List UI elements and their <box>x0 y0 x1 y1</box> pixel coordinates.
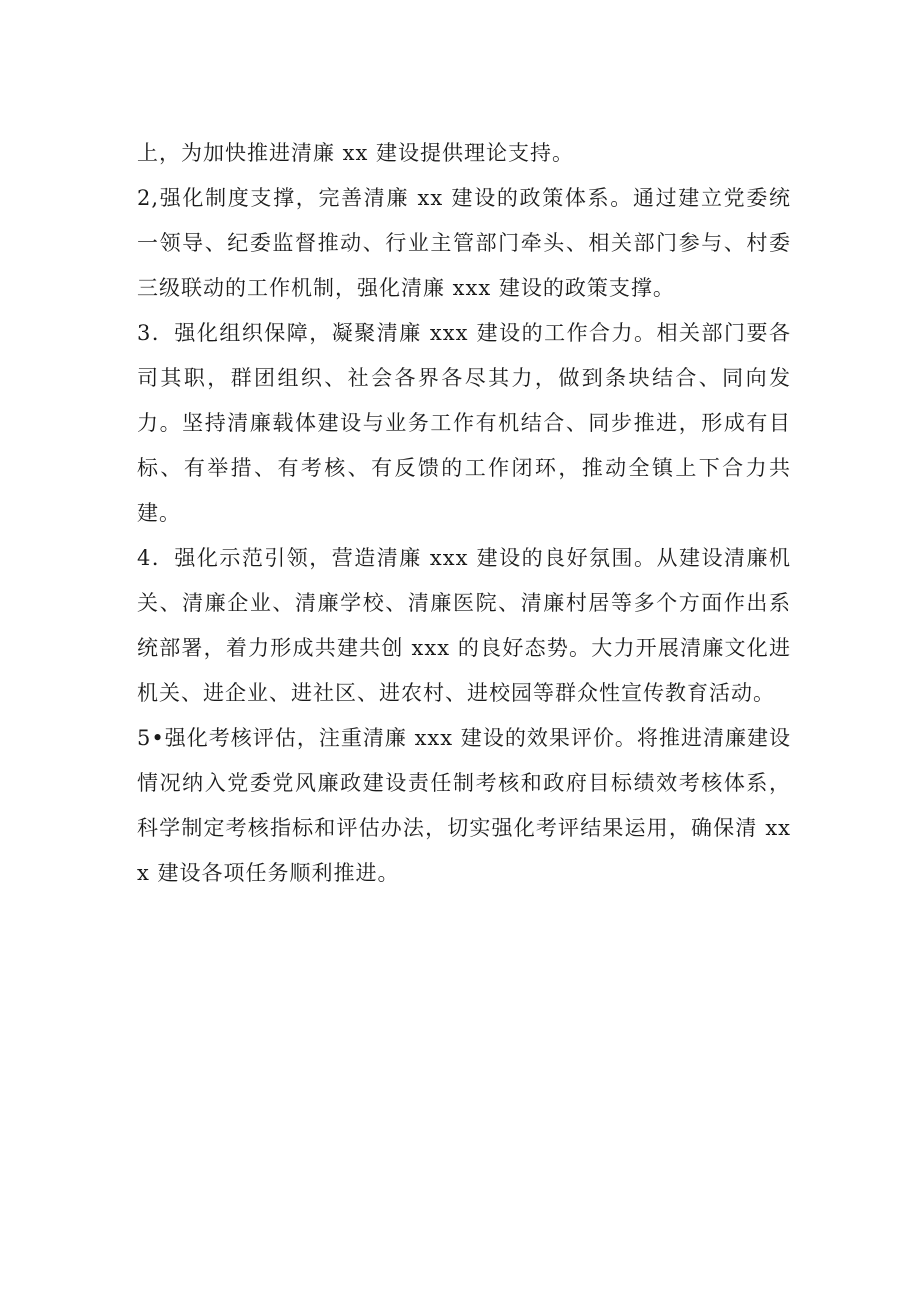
paragraph-item-2: 2,强化制度支撑，完善清廉 xx 建设的政策体系。通过建立党委统一领导、纪委监督推动、行业主管部门牵头、相关部门参与、村委三级联动的工作机制，强化清廉 xxx 建设的政策支撑。 <box>137 186 791 300</box>
paragraph-item-3: 3．强化组织保障，凝聚清廉 xxx 建设的工作合力。相关部门要各司其职，群团组织、社会各界各尽其力，做到条块结合、同向发力。坚持清廉载体建设与业务工作有机结合、同步推进，形成有目标、有举措、有考核、有反馈的工作闭环，推动全镇上下合力共建。 <box>137 321 791 525</box>
paragraph-item-4: 4．强化示范引领，营造清廉 xxx 建设的良好氛围。从建设清廉机关、清廉企业、清廉学校、清廉医院、清廉村居等多个方面作出系统部署，着力形成共建共创 xxx 的良好态势。大力开展清廉文化进机关、进企业、进社区、进农村、进校园等群众性宣传教育活动。 <box>137 546 791 705</box>
paragraph-item-5: 5•强化考核评估，注重清廉 xxx 建设的效果评价。将推进清廉建设情况纳入党委党风廉政建设责任制考核和政府目标绩效考核体系，科学制定考核指标和评估办法，切实强化考评结果运用，确保清 xxx 建设各项任务顺利推进。 <box>137 726 791 885</box>
document-body <box>137 131 791 896</box>
paragraph-continuation: 上，为加快推进清廉 xx 建设提供理论支持。 <box>137 141 575 165</box>
